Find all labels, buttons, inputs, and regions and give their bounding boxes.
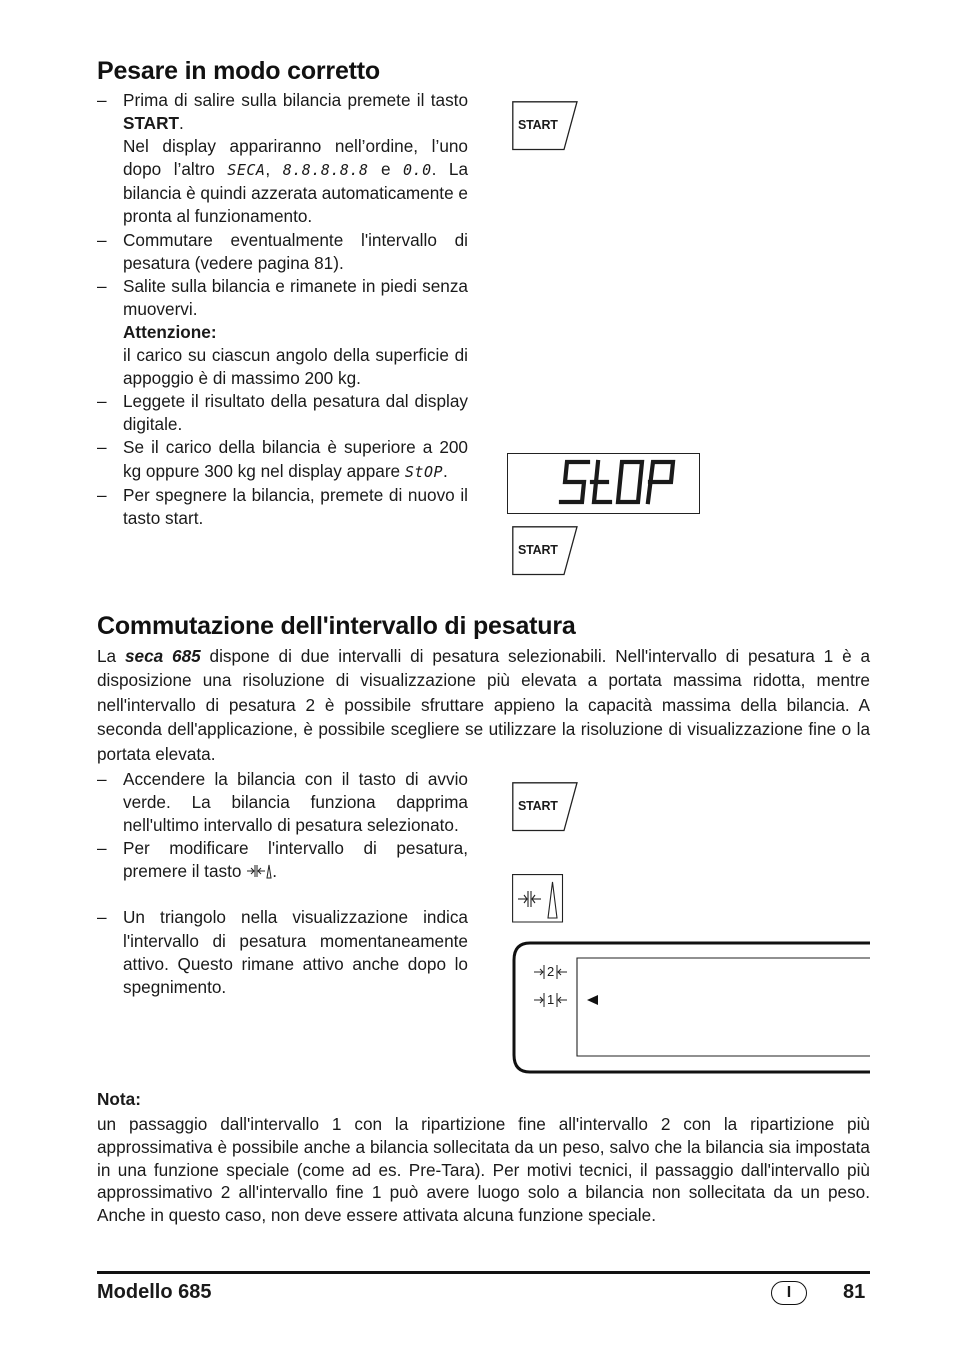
start-key-illustration: START bbox=[512, 782, 576, 830]
lcd-seca: SECA bbox=[227, 161, 266, 180]
active-range-triangle bbox=[587, 995, 598, 1005]
display-range bbox=[500, 940, 870, 1078]
list-item: – Salite sulla bilancia e rimanete in piedi senza muovervi. bbox=[97, 275, 468, 321]
display-frame bbox=[500, 940, 870, 1078]
list-item: – Se il carico della bilancia è superiore a 200 kg oppure 300 kg nel display appare StOP. bbox=[97, 436, 468, 483]
list-item: – Prima di salire sulla bilancia premete il tasto START. bbox=[97, 89, 468, 135]
list-item: – Commutare eventualmente l'intervallo di pesatura (vedere pagina 81). bbox=[97, 229, 468, 275]
display-stop bbox=[507, 453, 700, 514]
footer-rule bbox=[97, 1271, 870, 1274]
footer-model: Modello 685 bbox=[97, 1281, 212, 1303]
section-title-weighing: Pesare in modo corretto bbox=[97, 57, 380, 85]
lcd-stop: StOP bbox=[404, 462, 444, 481]
list-item: Nel display appariranno nell’ordine, l’uno dopo l’altro SECA, 8.8.8.8.8 e 0.0. La bilancia è quindi azzerata automaticamente e pronta al funzionamento. bbox=[123, 136, 469, 227]
lcd-zero: 0.0 bbox=[403, 161, 432, 180]
lcd-eights: 8.8.8.8.8 bbox=[282, 161, 369, 180]
attention-block: Attenzione: il carico su ciascun angolo della superficie di appoggio è di massimo 200 kg. bbox=[123, 321, 468, 389]
weighing-steps bbox=[97, 89, 468, 530]
range-label-2: 2 bbox=[547, 964, 555, 979]
list-item: – Un triangolo nella visualizzazione indica l'intervallo di pesatura momentaneamente attivo. Questo rimane attivo anche dopo lo spegnimento. bbox=[97, 906, 468, 998]
list-item: – Leggete il risultato della pesatura dal display digitale. bbox=[97, 390, 468, 436]
range-intro: La seca 685 dispone di due intervalli di pesatura selezionabili. Nell'intervallo di pesatura 1 è a disposizione una risoluzione di visualizzazione più elevata a portata massima ridotta, mentre nell'intervallo di pesatura 2 è possibile sfruttare appieno la capacità massima della bilancia. A seconda dell'applicazione, è possibile scegliere se utilizzare la risoluzione di visualizzazione fine o la portata elevata. bbox=[97, 646, 871, 764]
start-key-illustration: START bbox=[512, 101, 576, 149]
range-steps bbox=[97, 768, 468, 999]
start-key-illustration: START bbox=[512, 526, 576, 574]
language-badge: I bbox=[771, 1281, 807, 1305]
list-item: – Accendere la bilancia con il tasto di avvio verde. La bilancia funziona dapprima nell'ultimo intervallo di pesatura selezionato. bbox=[97, 768, 468, 837]
range-key-illustration bbox=[512, 874, 564, 930]
list-item: – Per spegnere la bilancia, premete di nuovo il tasto start. bbox=[97, 484, 468, 530]
seven-segment-stop bbox=[508, 454, 699, 513]
list-item: – Per modificare l'intervallo di pesatura, premere il tasto . bbox=[97, 837, 468, 883]
note-title: Nota: bbox=[97, 1089, 141, 1109]
note-text: un passaggio dall'intervallo 1 con la ripartizione fine all'intervallo 2 con la ripartizione più approssimativa è possibile anche a bilancia sollecitata da un peso, salvo che la bilancia sia impostata in una funzione speciale (come ad es. Pre-Tara). Per motivi tecnici, il passaggio dall'intervallo più approssimativo 2 all'intervallo fine 1 può avere luogo solo a bilancia non sollecitata da un peso. Anche in questo caso, non deve essere attivata alcuna funzione speciale. bbox=[97, 1114, 870, 1226]
range-key-icon bbox=[512, 874, 564, 930]
section-title-range-switch: Commutazione dell'intervallo di pesatura bbox=[97, 612, 576, 640]
page-number: 81 bbox=[843, 1281, 866, 1303]
range-label-1: 1 bbox=[547, 992, 555, 1007]
range-key-icon bbox=[246, 862, 272, 878]
list-spacer bbox=[97, 883, 468, 906]
